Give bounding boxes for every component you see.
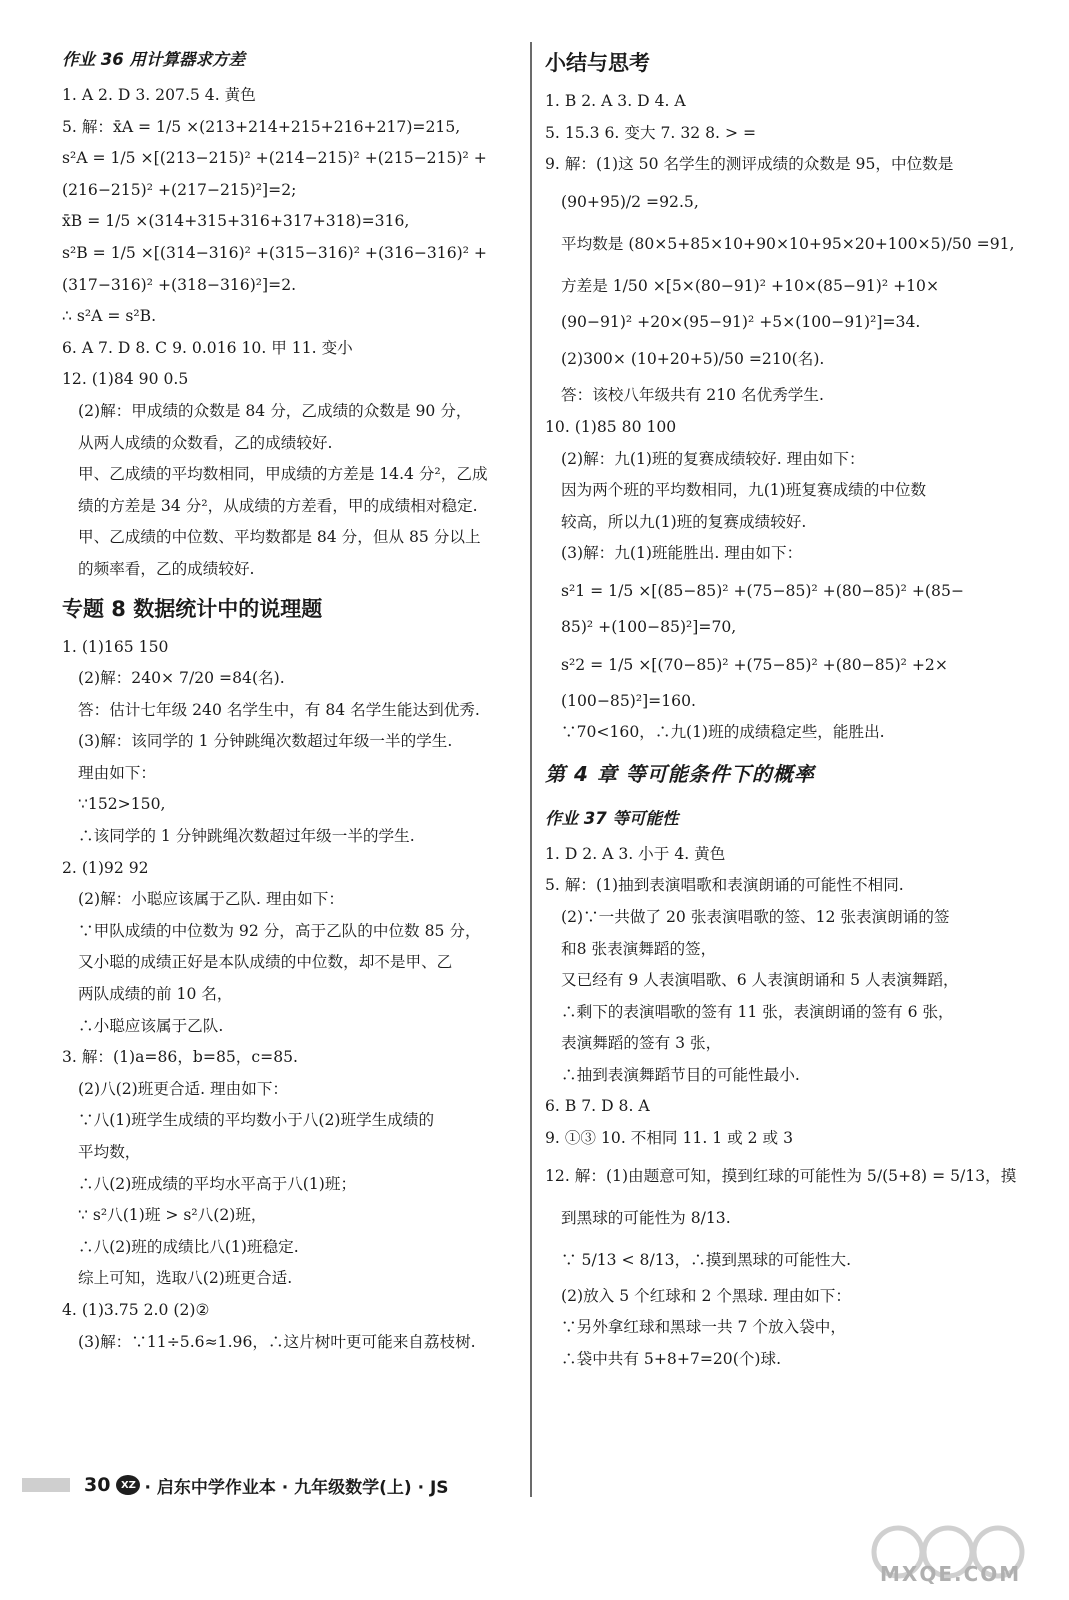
text-line: (2)解：小聪应该属于乙队. 理由如下： bbox=[78, 890, 344, 909]
footer-bar bbox=[22, 1478, 70, 1492]
text-line: 绩的方差是 34 分²，从成绩的方差看，甲的成绩相对稳定. bbox=[78, 496, 478, 515]
text-line: 5. 解：x̄A = 1/5 ×(213+214+215+216+217)=215, bbox=[62, 117, 461, 136]
text-line: s²2 = 1/5 ×[(70−85)² +(75−85)² +(80−85)² +2× bbox=[561, 655, 948, 674]
text-line: 1. B 2. A 3. D 4. A bbox=[545, 92, 686, 110]
text-line: ∵70<160，∴九(1)班的成绩稳定些，能胜出. bbox=[561, 723, 885, 742]
text-line: ∵152>150, bbox=[78, 795, 166, 814]
text-line: (2)解：九(1)班的复赛成绩较好. 理由如下： bbox=[561, 449, 865, 468]
text-line: 答：估计七年级 240 名学生中，有 84 名学生能达到优秀. bbox=[78, 700, 480, 719]
text-line: s²A = 1/5 ×[(213−215)² +(214−215)² +(215−215)² + bbox=[62, 149, 487, 168]
text-line: s²1 = 1/5 ×[(85−85)² +(75−85)² +(80−85)² +(85− bbox=[561, 581, 964, 600]
column-divider bbox=[530, 42, 532, 1497]
text-line: 6. B 7. D 8. A bbox=[545, 1097, 650, 1116]
right-column bbox=[545, 40, 1017, 1375]
text-line: 两队成绩的前 10 名， bbox=[78, 985, 233, 1004]
page-number: 30 bbox=[84, 1474, 111, 1496]
text-line: ∴ s²A = s²B. bbox=[62, 307, 157, 326]
text-line: (3)解：该同学的 1 分钟跳绳次数超过年级一半的学生. bbox=[78, 732, 453, 751]
text-line: 较高，所以九(1)班的复赛成绩较好. bbox=[561, 512, 807, 531]
text-line: 9. ①③ 10. 不相同 11. 1 或 2 或 3 bbox=[545, 1129, 794, 1148]
section-heading: 专题 8 数据统计中的说理题 bbox=[62, 596, 323, 621]
text-line: s²B = 1/5 ×[(314−316)² +(315−316)² +(316−316)² + bbox=[62, 243, 487, 262]
text-line: 85)² +(100−85)²]=70, bbox=[561, 617, 737, 636]
text-line: 1. (1)165 150 bbox=[62, 637, 169, 656]
book-title: · 启东中学作业本 · 九年级数学(上) · JS bbox=[144, 1477, 449, 1498]
text-line: 平均数， bbox=[78, 1143, 141, 1161]
text-line: 的频率看，乙的成绩较好. bbox=[78, 559, 255, 578]
text-line: 从两人成绩的众数看，乙的成绩较好. bbox=[78, 433, 333, 452]
text-line: ∴抽到表演舞蹈节目的可能性最小. bbox=[561, 1065, 800, 1084]
text-line: (2)300× (10+20+5)/50 =210(名). bbox=[561, 350, 825, 369]
text-line: ∴袋中共有 5+8+7=20(个)球. bbox=[561, 1349, 782, 1368]
text-line: 和8 张表演舞蹈的签， bbox=[561, 939, 717, 958]
text-line: 表演舞蹈的签有 3 张， bbox=[561, 1034, 722, 1053]
text-line: x̄B = 1/5 ×(314+315+316+317+318)=316, bbox=[62, 212, 410, 231]
text-line: 9. 解：(1)这 50 名学生的测评成绩的众数是 95，中位数是 bbox=[545, 155, 954, 174]
text-line: 甲、乙成绩的中位数、平均数都是 84 分，但从 85 分以上 bbox=[78, 528, 481, 547]
text-line: 5. 解：(1)抽到表演唱歌和表演朗诵的可能性不相同. bbox=[545, 876, 904, 895]
text-line: (317−316)² +(318−316)²]=2. bbox=[62, 275, 297, 294]
text-line: 甲、乙成绩的平均数相同，甲成绩的方差是 14.4 分²，乙成 bbox=[78, 465, 488, 484]
text-line: (3)解：∵11÷5.6≈1.96，∴这片树叶更可能来自荔枝树. bbox=[78, 1332, 476, 1351]
text-line: 2. (1)92 92 bbox=[62, 858, 149, 877]
text-line: (2)八(2)班更合适. 理由如下： bbox=[78, 1079, 289, 1098]
text-line: (100−85)²]=160. bbox=[561, 691, 696, 710]
text-line: (216−215)² +(217−215)²]=2; bbox=[62, 180, 297, 199]
text-line: 综上可知，选取八(2)班更合适. bbox=[78, 1269, 293, 1288]
text-line: ∵甲队成绩的中位数为 92 分，高于乙队的中位数 85 分， bbox=[78, 921, 481, 940]
text-line: 1. A 2. D 3. 207.5 4. 黄色 bbox=[62, 86, 256, 104]
text-line: (2)∵一共做了 20 张表演唱歌的签、12 张表演朗诵的签 bbox=[561, 907, 950, 926]
text-line: 答：该校八年级共有 210 名优秀学生. bbox=[561, 386, 824, 405]
section-heading: 小结与思考 bbox=[545, 51, 650, 75]
text-line: ∴八(2)班的成绩比八(1)班稳定. bbox=[78, 1237, 299, 1256]
assignment-heading: 作业 37 等可能性 bbox=[545, 808, 679, 828]
text-line: ∵ s²八(1)班 > s²八(2)班， bbox=[78, 1206, 267, 1225]
text-line: 4. (1)3.75 2.0 (2)② bbox=[62, 1300, 210, 1319]
page-footer bbox=[22, 1470, 449, 1500]
watermark-text: MXQE.COM bbox=[880, 1562, 1022, 1586]
text-line: ∴小聪应该属于乙队. bbox=[78, 1016, 224, 1035]
assignment-heading: 第 4 章 等可能条件下的概率 bbox=[545, 761, 815, 786]
text-line: 6. A 7. D 8. C 9. 0.016 10. 甲 11. 变小 bbox=[62, 338, 353, 357]
text-line: 平均数是 (80×5+85×10+90×10+95×20+100×5)/50 =91, bbox=[561, 234, 1015, 253]
text-line: 理由如下： bbox=[78, 763, 156, 782]
text-line: 10. (1)85 80 100 bbox=[545, 417, 677, 436]
text-line: 1. D 2. A 3. 小于 4. 黄色 bbox=[545, 844, 726, 863]
text-line: 5. 15.3 6. 变大 7. 32 8. > = bbox=[545, 123, 757, 142]
assignment-heading: 作业 36 用计算器求方差 bbox=[62, 50, 245, 69]
text-line: 因为两个班的平均数相同，九(1)班复赛成绩的中位数 bbox=[561, 481, 927, 500]
text-line: ∵ 5/13 < 8/13，∴摸到黑球的可能性大. bbox=[561, 1250, 852, 1269]
text-line: 12. 解：(1)由题意可知，摸到红球的可能性为 5/(5+8) = 5/13，摸 bbox=[545, 1166, 1017, 1185]
text-line: ∴剩下的表演唱歌的签有 11 张，表演朗诵的签有 6 张， bbox=[561, 1002, 954, 1021]
text-line: (2)放入 5 个红球和 2 个黑球. 理由如下： bbox=[561, 1286, 851, 1305]
text-line: (3)解：九(1)班能胜出. 理由如下： bbox=[561, 544, 803, 563]
text-line: (2)解：240× 7/20 =84(名). bbox=[78, 669, 285, 688]
text-line: 又小聪的成绩正好是本队成绩的中位数，却不是甲、乙 bbox=[78, 953, 453, 972]
text-line: (2)解：甲成绩的众数是 84 分，乙成绩的众数是 90 分， bbox=[78, 401, 472, 420]
text-line: ∴该同学的 1 分钟跳绳次数超过年级一半的学生. bbox=[78, 827, 415, 846]
publisher-badge: XZ bbox=[116, 1475, 140, 1495]
text-line: (90+95)/2 =92.5, bbox=[561, 192, 699, 211]
text-line: ∵另外拿红球和黑球一共 7 个放入袋中， bbox=[561, 1318, 846, 1337]
left-column bbox=[62, 40, 520, 1358]
text-line: 方差是 1/50 ×[5×(80−91)² +10×(85−91)² +10× bbox=[561, 276, 940, 295]
text-line: 到黑球的可能性为 8/13. bbox=[561, 1208, 731, 1227]
text-line: ∴八(2)班成绩的平均水平高于八(1)班； bbox=[78, 1174, 357, 1193]
text-line: 3. 解：(1)a=86，b=85，c=85. bbox=[62, 1048, 298, 1067]
text-line: 12. (1)84 90 0.5 bbox=[62, 370, 189, 389]
text-line: ∵八(1)班学生成绩的平均数小于八(2)班学生成绩的 bbox=[78, 1111, 435, 1130]
text-line: (90−91)² +20×(95−91)² +5×(100−91)²]=34. bbox=[561, 312, 921, 331]
text-line: 又已经有 9 人表演唱歌、6 人表演朗诵和 5 人表演舞蹈， bbox=[561, 971, 959, 990]
